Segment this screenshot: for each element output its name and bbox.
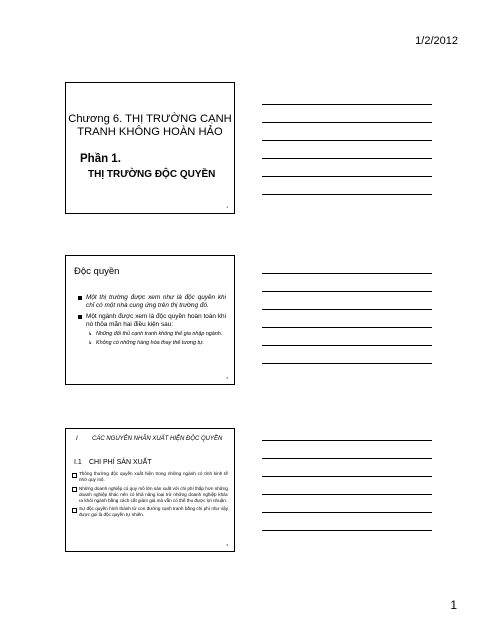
note-line (262, 440, 432, 441)
slide-title-line-2: TRANH KHÔNG HOÀN HẢO (77, 126, 223, 138)
bullet-text: Những doanh nghiệp có quy mô lớn sản xuất với chi phí thấp hơn những doanh nghiệp khác nên có khả năng loại trừ những doanh nghiệp khác ra khỏi ngành bằng cách cắt giảm giá mà vẫn có thể thu được lợi nhuận. (79, 485, 228, 503)
note-line (262, 176, 432, 177)
list-item (72, 486, 228, 504)
slide-title (66, 113, 234, 139)
note-line (262, 476, 432, 477)
list-item (72, 506, 228, 518)
page-date: 1/2/2012 (415, 35, 458, 47)
sub-bullet-text: Không có những hàng hóa thay thế tương tự. (96, 339, 204, 346)
section-heading (76, 436, 226, 443)
note-line (262, 494, 432, 495)
bullet-text: Thông thường độc quyền xuất hiện trong những ngành có tính kinh tế nhờ quy mô. (79, 471, 228, 482)
slide-1 (65, 82, 235, 214)
slide-heading: Độc quyền (74, 266, 120, 277)
hollow-square-bullet-icon (72, 508, 77, 513)
note-line (262, 122, 432, 123)
note-line (262, 530, 432, 531)
bullet-list (72, 471, 228, 521)
note-line (262, 158, 432, 159)
bullet-text: Một thị trường được xem như là độc quyền khi chỉ có một nhà cung ứng trên thị trường đó. (86, 294, 226, 309)
slide-2 (65, 255, 235, 385)
bullet-text: Sự độc quyền hình thành từ con đường cạnh tranh bằng chi phí như vậy được gọi là độc quyền tự nhiên. (79, 506, 228, 517)
slide-number: 1 (226, 205, 228, 209)
slide-number: 3 (226, 543, 228, 547)
part-label: Phần 1. (80, 153, 121, 165)
bullet-text: Một ngành được xem là độc quyền hoàn toàn khi nó thỏa mãn hai điều kiện sau: (86, 313, 226, 328)
arrow-bullet-icon: ↳ (88, 331, 93, 337)
note-line (262, 273, 432, 274)
sub-list-item (86, 340, 226, 347)
slide-3 (65, 428, 235, 552)
note-line (262, 458, 432, 459)
note-line (262, 327, 432, 328)
arrow-bullet-icon: ↳ (88, 339, 93, 346)
note-line (262, 291, 432, 292)
notes-lines-2 (262, 273, 432, 381)
note-line (262, 363, 432, 364)
subsection-title: CHI PHÍ SẢN XUẤT (89, 459, 152, 466)
note-line (262, 104, 432, 105)
notes-lines-1 (262, 104, 432, 212)
section-title: CÁC NGUYÊN NHÂN XUẤT HIỆN ĐỘC QUYỀN (92, 436, 223, 442)
sub-bullet-text: Những đối thủ cạnh tranh không thể gia nhập ngành. (96, 331, 223, 337)
subsection-number: I.1 (74, 459, 82, 466)
list-item (78, 294, 226, 310)
slide-subtitle: THỊ TRƯỜNG ĐỘC QUYỀN (88, 169, 216, 180)
notes-lines-3 (262, 440, 432, 548)
note-line (262, 140, 432, 141)
slide-title-line-1: Chương 6. THỊ TRƯỜNG CẠNH (68, 113, 232, 125)
hollow-square-bullet-icon (72, 487, 77, 492)
list-item (72, 471, 228, 483)
subsection-heading (74, 459, 152, 466)
bullet-list (78, 294, 226, 349)
page-number: 1 (450, 598, 457, 612)
note-line (262, 345, 432, 346)
square-bullet-icon (78, 296, 82, 300)
slide-number: 2 (226, 376, 228, 380)
note-line (262, 194, 432, 195)
note-line (262, 309, 432, 310)
sub-list-item (86, 331, 226, 338)
square-bullet-icon (78, 315, 82, 319)
note-line (262, 512, 432, 513)
hollow-square-bullet-icon (72, 473, 77, 478)
list-item (78, 313, 226, 346)
section-number: I (76, 436, 78, 442)
